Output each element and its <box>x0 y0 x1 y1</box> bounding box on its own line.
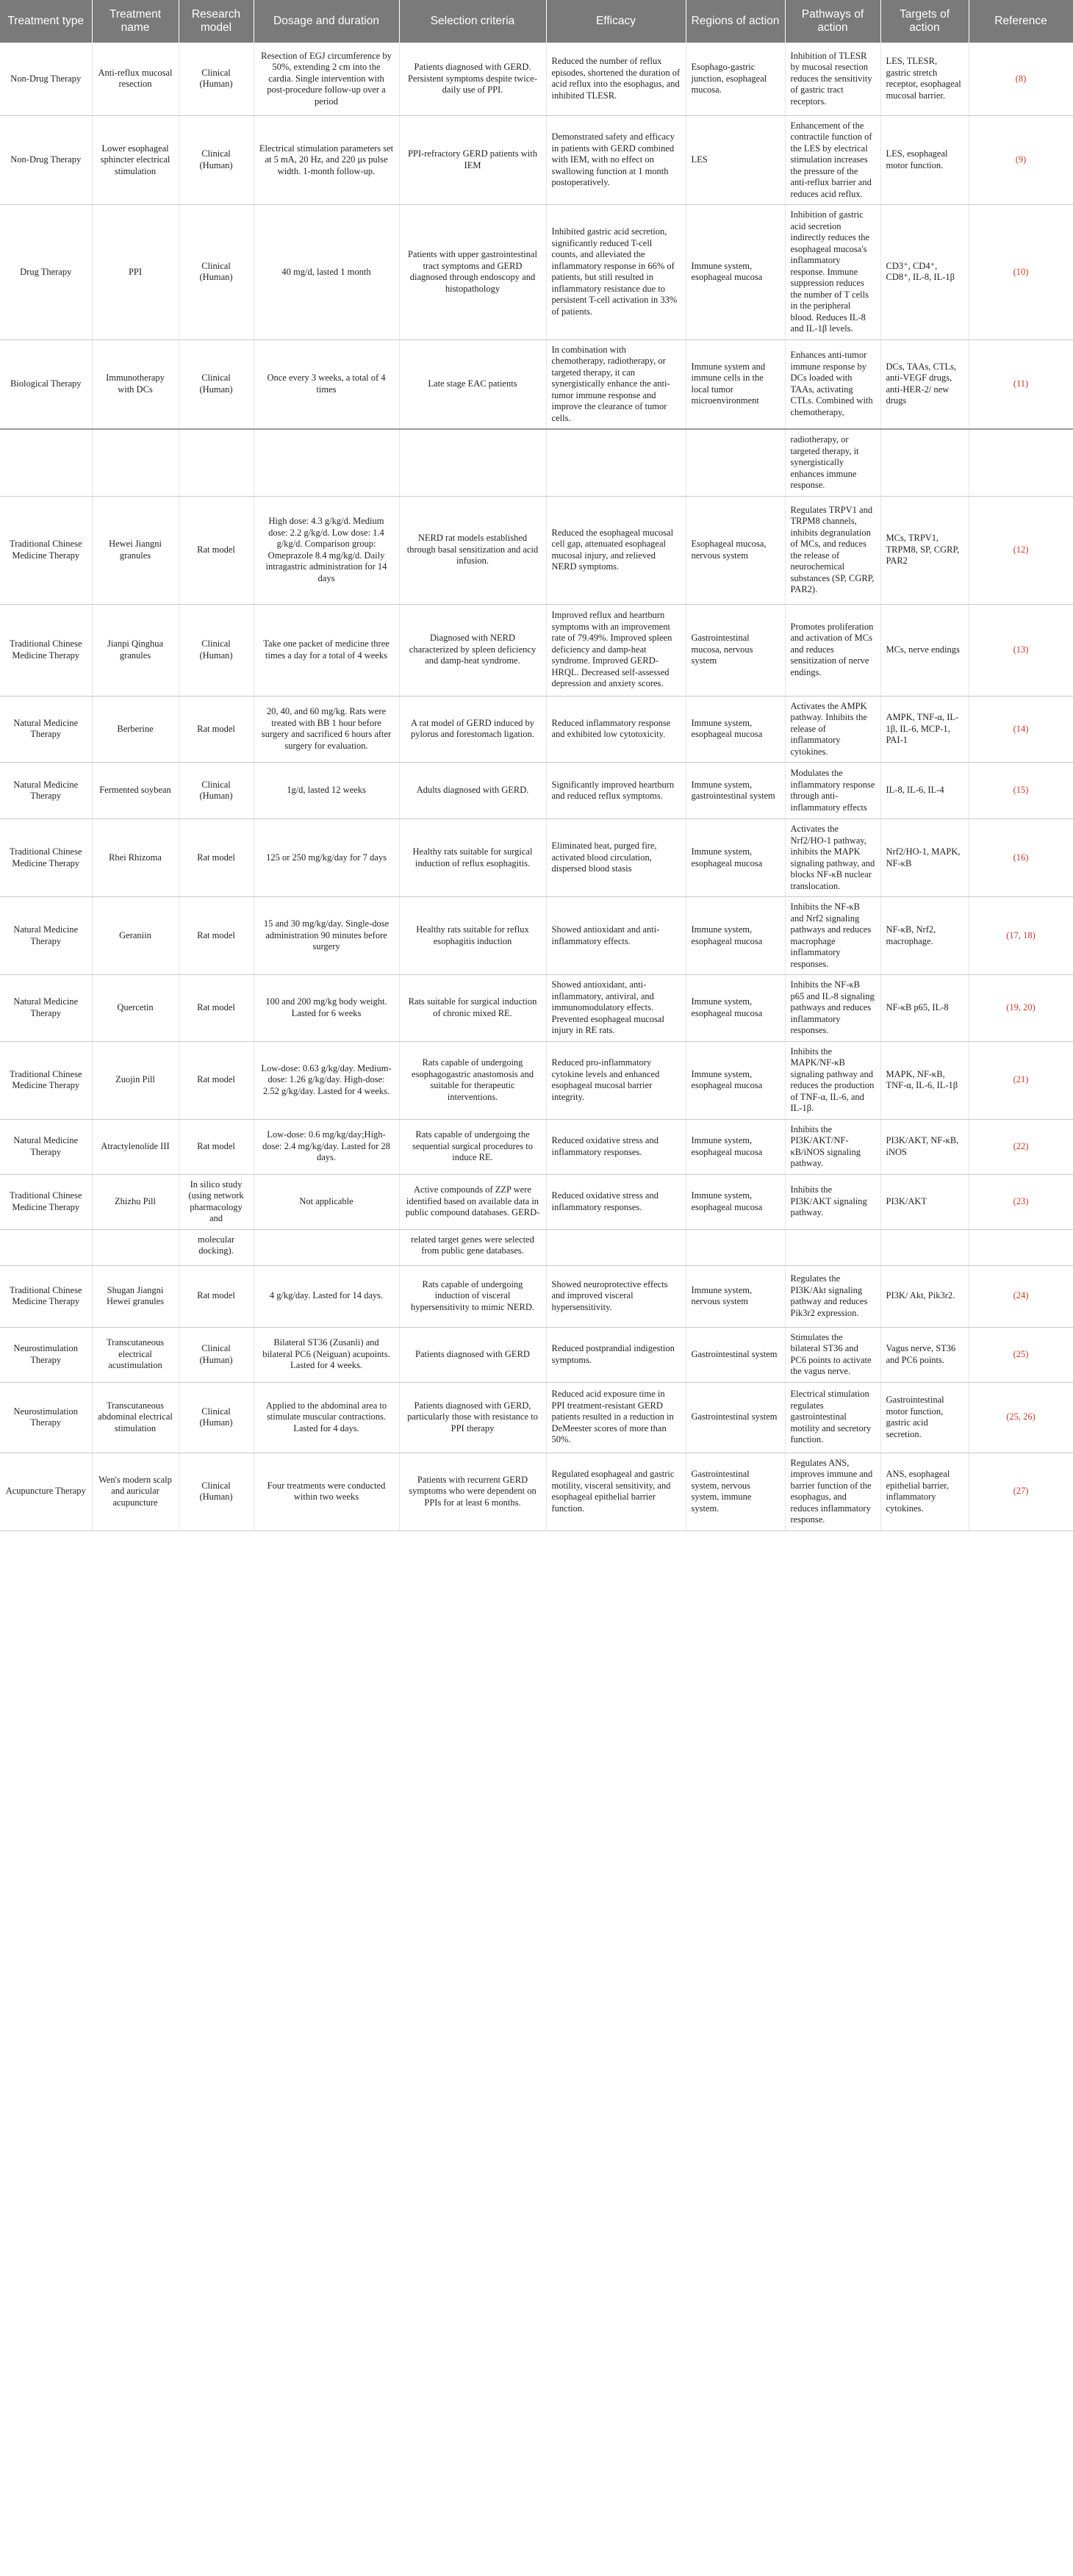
table-row <box>0 1453 1073 1530</box>
header-dosage: Dosage and duration <box>254 0 399 43</box>
header-research-model: Research model <box>179 0 254 43</box>
cell-dosage: Low-dose: 0.6 mg/kg/day;High-dose: 2.4 mg/kg/day. Lasted for 28 days. <box>254 1119 399 1174</box>
cell-treatment-type: Neurostimulation Therapy <box>0 1382 92 1453</box>
cell-pathways: Inhibition of gastric acid secretion indirectly reduces the esophageal mucosa's inflammatory response. Immune suppression reduces the number of T cells in the peripheral blood. Reduces IL-8 and IL-1β levels. <box>785 205 880 340</box>
table-row <box>0 604 1073 696</box>
cell-dosage: Not applicable <box>254 1174 399 1229</box>
cell-treatment-name: Quercetin <box>92 975 179 1042</box>
cell-efficacy: Reduced the esophageal mucosal cell gap, attenuated esophageal mucosal injury, and relieved NERD symptoms. <box>546 496 686 604</box>
cell-selection-criteria: Patients diagnosed with GERD, particularly those with resistance to PPI therapy <box>399 1382 546 1453</box>
cell-treatment-type <box>0 429 92 496</box>
cell-treatment-name: Hewei Jiangni granules <box>92 496 179 604</box>
cell-targets: DCs, TAAs, CTLs, anti-VEGF drugs, anti-HER-2/ new drugs <box>880 339 969 429</box>
cell-efficacy: Regulated esophageal and gastric motility, visceral sensitivity, and esophageal epithelial barrier function. <box>546 1453 686 1530</box>
cell-regions: Gastrointestinal system, nervous system, immune system. <box>686 1453 785 1530</box>
cell-regions: Gastrointestinal system <box>686 1327 785 1382</box>
cell-treatment-name: Atractylenolide III <box>92 1119 179 1174</box>
cell-research-model: Rat model <box>179 819 254 897</box>
cell-targets: PI3K/AKT, NF-κB, iNOS <box>880 1119 969 1174</box>
cell-dosage: Electrical stimulation parameters set at 5 mA, 20 Hz, and 220 μs pulse width. 1-month follow-up. <box>254 115 399 205</box>
cell-treatment-name: Immunotherapy with DCs <box>92 339 179 429</box>
header-efficacy: Efficacy <box>546 0 686 43</box>
table-row <box>0 43 1073 115</box>
cell-regions <box>686 1229 785 1265</box>
cell-treatment-type: Traditional Chinese Medicine Therapy <box>0 1174 92 1229</box>
cell-treatment-name: Lower esophageal sphincter electrical stimulation <box>92 115 179 205</box>
cell-treatment-name: Shugan Jiangni Hewei granules <box>92 1265 179 1327</box>
cell-regions: Immune system and immune cells in the local tumor microenvironment <box>686 339 785 429</box>
cell-targets: PI3K/ Akt, Pik3r2. <box>880 1265 969 1327</box>
cell-treatment-type: Non-Drug Therapy <box>0 115 92 205</box>
table-row <box>0 897 1073 975</box>
cell-efficacy: Reduced oxidative stress and inflammatory responses. <box>546 1119 686 1174</box>
cell-pathways: Activates the Nrf2/HO-1 pathway, inhibits the MAPK signaling pathway, and blocks NF-κB nuclear translocation. <box>785 819 880 897</box>
table-row <box>0 205 1073 340</box>
cell-reference[interactable]: (15) <box>969 763 1073 819</box>
cell-pathways: Regulates ANS, improves immune and barrier function of the esophagus, and reduces inflammatory response. <box>785 1453 880 1530</box>
cell-research-model: Rat model <box>179 696 254 763</box>
cell-efficacy: Reduced oxidative stress and inflammatory responses. <box>546 1174 686 1229</box>
cell-targets: ANS, esophageal epithelial barrier, inflammatory cytokines. <box>880 1453 969 1530</box>
table-row <box>0 496 1073 604</box>
cell-research-model: Clinical (Human) <box>179 43 254 115</box>
cell-efficacy: Significantly improved heartburn and reduced reflux symptoms. <box>546 763 686 819</box>
table-row <box>0 763 1073 819</box>
table-row <box>0 1265 1073 1327</box>
cell-dosage: 1g/d, lasted 12 weeks <box>254 763 399 819</box>
cell-selection-criteria: Rats capable of undergoing induction of visceral hypersensitivity to mimic NERD. <box>399 1265 546 1327</box>
header-targets: Targets of action <box>880 0 969 43</box>
cell-efficacy <box>546 1229 686 1265</box>
cell-treatment-type: Natural Medicine Therapy <box>0 1119 92 1174</box>
header-regions: Regions of action <box>686 0 785 43</box>
cell-targets: AMPK, TNF-α, IL-1β, IL-6, MCP-1, PAI-1 <box>880 696 969 763</box>
cell-selection-criteria: related target genes were selected from public gene databases. <box>399 1229 546 1265</box>
cell-pathways: Enhances anti-tumor immune response by DCs loaded with TAAs, activating CTLs. Combined with chemotherapy, <box>785 339 880 429</box>
cell-selection-criteria: Healthy rats suitable for reflux esophagitis induction <box>399 897 546 975</box>
cell-selection-criteria: Patients with recurrent GERD symptoms who were dependent on PPIs for at least 6 months. <box>399 1453 546 1530</box>
cell-targets: Vagus nerve, ST36 and PC6 points. <box>880 1327 969 1382</box>
cell-selection-criteria <box>399 429 546 496</box>
cell-reference[interactable]: (19, 20) <box>969 975 1073 1042</box>
cell-efficacy: Reduced pro-inflammatory cytokine levels and enhanced esophageal mucosal barrier integrity. <box>546 1041 686 1119</box>
cell-dosage <box>254 429 399 496</box>
cell-efficacy: Reduced acid exposure time in PPI treatment-resistant GERD patients resulted in a reduction in DeMeester scores of more than 50%. <box>546 1382 686 1453</box>
cell-efficacy: Showed antioxidant, anti-inflammatory, antiviral, and immunomodulatory effects. Prevented esophageal mucosal injury in RE rats. <box>546 975 686 1042</box>
cell-treatment-name: Wen's modern scalp and auricular acupuncture <box>92 1453 179 1530</box>
cell-dosage: High dose: 4.3 g/kg/d. Medium dose: 2.2 g/kg/d. Low dose: 1.4 g/kg/d. Comparison group: Omeprazole 8.4 mg/kg/d. Daily intragastric administration for 14 days <box>254 496 399 604</box>
cell-dosage: Bilateral ST36 (Zusanli) and bilateral PC6 (Neiguan) acupoints. Lasted for 4 weeks. <box>254 1327 399 1382</box>
cell-selection-criteria: Diagnosed with NERD characterized by spleen deficiency and damp-heat syndrome. <box>399 604 546 696</box>
cell-pathways: Inhibits the NF-κB p65 and IL-8 signaling pathways and reduces inflammatory responses. <box>785 975 880 1042</box>
cell-reference[interactable]: (27) <box>969 1453 1073 1530</box>
table-row <box>0 115 1073 205</box>
cell-reference[interactable]: (21) <box>969 1041 1073 1119</box>
cell-selection-criteria: Rats capable of undergoing esophagogastric anastomosis and suitable for therapeutic interventions. <box>399 1041 546 1119</box>
cell-targets: MCs, nerve endings <box>880 604 969 696</box>
cell-treatment-name <box>92 1229 179 1265</box>
cell-reference[interactable]: (22) <box>969 1119 1073 1174</box>
cell-reference[interactable]: (25) <box>969 1327 1073 1382</box>
cell-selection-criteria: Late stage EAC patients <box>399 339 546 429</box>
cell-selection-criteria: Rats suitable for surgical induction of chronic mixed RE. <box>399 975 546 1042</box>
cell-dosage: 4 g/kg/day. Lasted for 14 days. <box>254 1265 399 1327</box>
cell-reference[interactable]: (10) <box>969 205 1073 340</box>
cell-reference[interactable]: (24) <box>969 1265 1073 1327</box>
cell-regions: Immune system, esophageal mucosa <box>686 696 785 763</box>
cell-treatment-type: Neurostimulation Therapy <box>0 1327 92 1382</box>
cell-dosage: Applied to the abdominal area to stimulate muscular contractions. Lasted for 4 days. <box>254 1382 399 1453</box>
cell-treatment-name: Anti-reflux mucosal resection <box>92 43 179 115</box>
header-row <box>0 0 1073 43</box>
cell-regions <box>686 429 785 496</box>
cell-targets: NF-κB p65, IL-8 <box>880 975 969 1042</box>
cell-dosage <box>254 1229 399 1265</box>
cell-treatment-name: Rhei Rhizoma <box>92 819 179 897</box>
table-row <box>0 1174 1073 1229</box>
cell-dosage: 125 or 250 mg/kg/day for 7 days <box>254 819 399 897</box>
table-row <box>0 1041 1073 1119</box>
cell-targets <box>880 1229 969 1265</box>
cell-treatment-name: Berberine <box>92 696 179 763</box>
cell-treatment-name <box>92 429 179 496</box>
header-selection-criteria: Selection criteria <box>399 0 546 43</box>
header-reference: Reference <box>969 0 1073 43</box>
cell-dosage: Take one packet of medicine three times a day for a total of 4 weeks <box>254 604 399 696</box>
cell-treatment-name: Zhizhu Pill <box>92 1174 179 1229</box>
cell-treatment-name: Zuojin Pill <box>92 1041 179 1119</box>
cell-efficacy <box>546 429 686 496</box>
cell-regions: Esophago-gastric junction, esophageal mucosa. <box>686 43 785 115</box>
cell-reference <box>969 429 1073 496</box>
cell-targets: CD3⁺, CD4⁺, CD8⁺, IL-8, IL-1β <box>880 205 969 340</box>
cell-targets <box>880 429 969 496</box>
cell-pathways: Regulates the PI3K/Akt signaling pathway and reduces Pik3r2 expression. <box>785 1265 880 1327</box>
cell-pathways: Inhibition of TLESR by mucosal resection reduces the sensitivity of gastric tract receptors. <box>785 43 880 115</box>
cell-research-model: Rat model <box>179 496 254 604</box>
cell-pathways: radiotherapy, or targeted therapy, it synergistically enhances immune response. <box>785 429 880 496</box>
header-treatment-name: Treatment name <box>92 0 179 43</box>
cell-reference[interactable]: (13) <box>969 604 1073 696</box>
cell-regions: Immune system, nervous system <box>686 1265 785 1327</box>
cell-selection-criteria: Healthy rats suitable for surgical induction of reflux esophagitis. <box>399 819 546 897</box>
cell-efficacy: Demonstrated safety and efficacy in patients with GERD combined with IEM, with no effect on swallowing function at 1 month postoperatively. <box>546 115 686 205</box>
cell-research-model: Clinical (Human) <box>179 205 254 340</box>
cell-regions: Gastrointestinal system <box>686 1382 785 1453</box>
cell-research-model: Clinical (Human) <box>179 1382 254 1453</box>
cell-efficacy: Reduced the number of reflux episodes, shortened the duration of acid reflux into the esophagus, and inhibited TLESR. <box>546 43 686 115</box>
cell-regions: Immune system, esophageal mucosa <box>686 819 785 897</box>
cell-pathways: Activates the AMPK pathway. Inhibits the release of inflammatory cytokines. <box>785 696 880 763</box>
header-pathways: Pathways of action <box>785 0 880 43</box>
cell-treatment-type: Traditional Chinese Medicine Therapy <box>0 604 92 696</box>
cell-treatment-type: Biological Therapy <box>0 339 92 429</box>
cell-pathways: Promotes proliferation and activation of MCs and reduces sensitization of nerve endings. <box>785 604 880 696</box>
cell-reference[interactable]: (11) <box>969 339 1073 429</box>
cell-research-model: Clinical (Human) <box>179 339 254 429</box>
cell-treatment-type: Traditional Chinese Medicine Therapy <box>0 1265 92 1327</box>
cell-targets: MAPK, NF-κB, TNF-α, IL-6, IL-1β <box>880 1041 969 1119</box>
cell-treatment-type: Natural Medicine Therapy <box>0 696 92 763</box>
cell-targets: PI3K/AKT <box>880 1174 969 1229</box>
cell-dosage: Four treatments were conducted within two weeks <box>254 1453 399 1530</box>
cell-research-model: Clinical (Human) <box>179 1327 254 1382</box>
table-row <box>0 819 1073 897</box>
cell-efficacy: In combination with chemotherapy, radiotherapy, or targeted therapy, it can synergistically enhance the anti-tumor immune response and improve the clearance of tumor cells. <box>546 339 686 429</box>
cell-research-model: Rat model <box>179 975 254 1042</box>
cell-research-model: In silico study (using network pharmacology and <box>179 1174 254 1229</box>
cell-research-model: Clinical (Human) <box>179 1453 254 1530</box>
cell-research-model: Rat model <box>179 897 254 975</box>
cell-research-model: Rat model <box>179 1265 254 1327</box>
cell-research-model <box>179 429 254 496</box>
cell-reference <box>969 1229 1073 1265</box>
cell-dosage: 100 and 200 mg/kg body weight. Lasted for 6 weeks <box>254 975 399 1042</box>
cell-treatment-type: Non-Drug Therapy <box>0 43 92 115</box>
cell-treatment-type: Traditional Chinese Medicine Therapy <box>0 819 92 897</box>
cell-pathways: Regulates TRPV1 and TRPM8 channels, inhibits degranulation of MCs, and reduces the release of neurochemical substances (SP, CGRP, PAR2). <box>785 496 880 604</box>
cell-treatment-type: Acupuncture Therapy <box>0 1453 92 1530</box>
cell-treatment-type: Traditional Chinese Medicine Therapy <box>0 1041 92 1119</box>
cell-research-model: Clinical (Human) <box>179 604 254 696</box>
cell-treatment-name: Jianpi Qinghua granules <box>92 604 179 696</box>
cell-reference[interactable]: (23) <box>969 1174 1073 1229</box>
cell-dosage: 15 and 30 mg/kg/day. Single-dose administration 90 minutes before surgery <box>254 897 399 975</box>
cell-pathways: Enhancement of the contractile function of the LES by electrical stimulation increases the pressure of the anti-reflux barrier and reduces acid reflux. <box>785 115 880 205</box>
cell-targets: MCs, TRPV1, TRPM8, SP, CGRP, PAR2 <box>880 496 969 604</box>
cell-treatment-type: Natural Medicine Therapy <box>0 763 92 819</box>
cell-selection-criteria: Rats capable of undergoing the sequential surgical procedures to induce RE. <box>399 1119 546 1174</box>
cell-research-model: Clinical (Human) <box>179 763 254 819</box>
cell-dosage: Once every 3 weeks, a total of 4 times <box>254 339 399 429</box>
table-row <box>0 696 1073 763</box>
cell-pathways: Inhibits the PI3K/AKT/NF-κB/iNOS signaling pathway. <box>785 1119 880 1174</box>
table-row <box>0 429 1073 496</box>
cell-regions: LES <box>686 115 785 205</box>
cell-pathways: Electrical stimulation regulates gastrointestinal motility and secretory function. <box>785 1382 880 1453</box>
table-row <box>0 1229 1073 1265</box>
cell-pathways: Inhibits the PI3K/AKT signaling pathway. <box>785 1174 880 1229</box>
table-row <box>0 1119 1073 1174</box>
cell-reference[interactable]: (9) <box>969 115 1073 205</box>
cell-pathways: Inhibits the MAPK/NF-κB signaling pathway and reduces the production of TNF-α, IL-6, and IL-1β. <box>785 1041 880 1119</box>
cell-treatment-type: Natural Medicine Therapy <box>0 897 92 975</box>
cell-regions: Immune system, esophageal mucosa <box>686 1041 785 1119</box>
cell-research-model: molecular docking). <box>179 1229 254 1265</box>
cell-treatment-name: PPI <box>92 205 179 340</box>
cell-regions: Immune system, esophageal mucosa <box>686 897 785 975</box>
cell-efficacy: Reduced inflammatory response and exhibited low cytotoxicity. <box>546 696 686 763</box>
table-row <box>0 339 1073 429</box>
table-row <box>0 975 1073 1042</box>
cell-selection-criteria: Adults diagnosed with GERD. <box>399 763 546 819</box>
cell-targets: NF-κB, Nrf2, macrophage. <box>880 897 969 975</box>
cell-reference[interactable]: (12) <box>969 496 1073 604</box>
cell-efficacy: Reduced postprandial indigestion symptoms. <box>546 1327 686 1382</box>
cell-regions: Immune system, esophageal mucosa <box>686 975 785 1042</box>
cell-research-model: Clinical (Human) <box>179 115 254 205</box>
cell-regions: Immune system, esophageal mucosa <box>686 205 785 340</box>
cell-reference[interactable]: (17, 18) <box>969 897 1073 975</box>
cell-targets: LES, esophageal motor function. <box>880 115 969 205</box>
cell-regions: Immune system, esophageal mucosa <box>686 1119 785 1174</box>
cell-research-model: Rat model <box>179 1041 254 1119</box>
table-row <box>0 1382 1073 1453</box>
cell-selection-criteria: Patients diagnosed with GERD. Persistent symptoms despite twice-daily use of PPI. <box>399 43 546 115</box>
cell-efficacy: Improved reflux and heartburn symptoms with an improvement rate of 79.49%. Improved spleen deficiency and damp-heat syndrome. Improved GERD-HRQL. Decreased self-assessed depression and anxiety scores. <box>546 604 686 696</box>
cell-selection-criteria: NERD rat models established through basal sensitization and acid infusion. <box>399 496 546 604</box>
cell-regions: Immune system, gastrointestinal system <box>686 763 785 819</box>
cell-dosage: 20, 40, and 60 mg/kg. Rats were treated with BB 1 hour before surgery and sacrificed 6 hours after surgery for evaluation. <box>254 696 399 763</box>
cell-treatment-name: Transcutaneous electrical acustimulation <box>92 1327 179 1382</box>
cell-treatment-name: Fermented soybean <box>92 763 179 819</box>
cell-treatment-type: Drug Therapy <box>0 205 92 340</box>
cell-research-model: Rat model <box>179 1119 254 1174</box>
cell-selection-criteria: Active compounds of ZZP were identified based on available data in public compound databases. GERD- <box>399 1174 546 1229</box>
cell-regions: Immune system, esophageal mucosa <box>686 1174 785 1229</box>
cell-treatment-type <box>0 1229 92 1265</box>
cell-regions: Esophageal mucosa, nervous system <box>686 496 785 604</box>
cell-reference[interactable]: (8) <box>969 43 1073 115</box>
cell-efficacy: Eliminated heat, purged fire, activated blood circulation, dispersed blood stasis <box>546 819 686 897</box>
cell-reference[interactable]: (16) <box>969 819 1073 897</box>
cell-pathways: Inhibits the NF-κB and Nrf2 signaling pathways and reduces macrophage inflammatory responses. <box>785 897 880 975</box>
table-body <box>0 43 1073 1530</box>
cell-dosage: Low-dose: 0.63 g/kg/day. Medium-dose: 1.26 g/kg/day. High-dose: 2.52 g/kg/day. Lasted for 4 weeks. <box>254 1041 399 1119</box>
cell-efficacy: Showed antioxidant and anti-inflammatory effects. <box>546 897 686 975</box>
cell-selection-criteria: A rat model of GERD induced by pylorus and forestomach ligation. <box>399 696 546 763</box>
cell-efficacy: Showed neuroprotective effects and improved visceral hypersensitivity. <box>546 1265 686 1327</box>
header-treatment-type: Treatment type <box>0 0 92 43</box>
cell-treatment-type: Natural Medicine Therapy <box>0 975 92 1042</box>
cell-efficacy: Inhibited gastric acid secretion, significantly reduced T-cell counts, and alleviated the inflammatory response in 66% of patients, but still resulted in inflammatory resistance due to persistent T-cell activation in 33% of patients. <box>546 205 686 340</box>
cell-treatment-name: Geraniin <box>92 897 179 975</box>
cell-dosage: Resection of EGJ circumference by 50%, extending 2 cm into the cardia. Single intervention with post-procedure follow-up over a period <box>254 43 399 115</box>
cell-pathways: Modulates the inflammatory response through anti-inflammatory effects <box>785 763 880 819</box>
cell-targets: Gastrointestinal motor function, gastric acid secretion. <box>880 1382 969 1453</box>
cell-reference[interactable]: (14) <box>969 696 1073 763</box>
cell-targets: IL-8, IL-6, IL-4 <box>880 763 969 819</box>
cell-reference[interactable]: (25, 26) <box>969 1382 1073 1453</box>
cell-targets: Nrf2/HO-1, MAPK, NF-κB <box>880 819 969 897</box>
cell-regions: Gastrointestinal mucosa, nervous system <box>686 604 785 696</box>
cell-treatment-type: Traditional Chinese Medicine Therapy <box>0 496 92 604</box>
table-row <box>0 1327 1073 1382</box>
cell-targets: LES, TLESR, gastric stretch receptor, esophageal mucosal barrier. <box>880 43 969 115</box>
cell-selection-criteria: PPI-refractory GERD patients with IEM <box>399 115 546 205</box>
cell-selection-criteria: Patients with upper gastrointestinal tract symptoms and GERD diagnosed through endoscopy and histopathology <box>399 205 546 340</box>
cell-selection-criteria: Patients diagnosed with GERD <box>399 1327 546 1382</box>
cell-treatment-name: Transcutaneous abdominal electrical stimulation <box>92 1382 179 1453</box>
cell-pathways: Stimulates the bilateral ST36 and PC6 points to activate the vagus nerve. <box>785 1327 880 1382</box>
cell-pathways <box>785 1229 880 1265</box>
cell-dosage: 40 mg/d, lasted 1 month <box>254 205 399 340</box>
